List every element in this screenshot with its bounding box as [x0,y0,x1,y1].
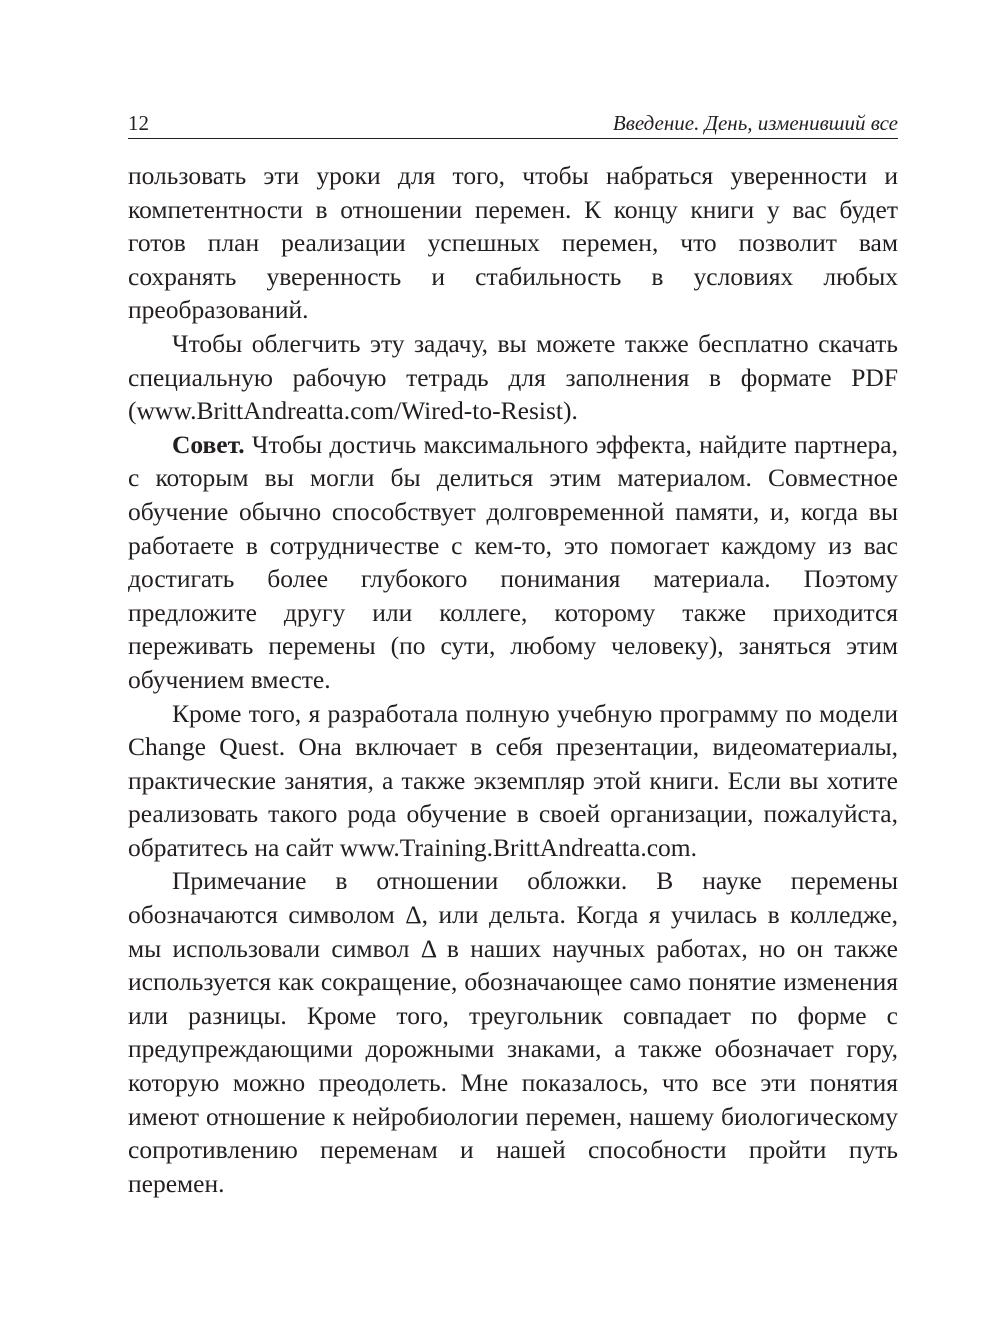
page-number: 12 [128,111,149,135]
paragraph-workbook [128,327,898,428]
paragraph-text: пользовать эти уроки для того, чтобы набраться уверенности и компетентности в отношении перемен. К концу книги у вас будет готов план реализации успешных перемен, что позволит вам сохранять уверенность и стабильность в условиях любых преобразований. [128,161,898,325]
paragraph-text: Чтобы облегчить эту задачу, вы можете также бесплатно скачать специальную рабочую тетрадь для заполнения в формате PDF (www.BrittAndreatta.com/Wired-to-Resist). [128,328,898,426]
paragraph-continuation [128,159,898,327]
running-header [128,110,898,139]
paragraph-tip [128,428,898,697]
paragraph-text: Примечание в отношении обложки. В науке перемены обозначаются символом Δ, или дельта. Когда я училась в колледже, мы использовали символ Δ в наших научных работах, но он также используется как сокращение, обозначающее само понятие изменения или разницы. Кроме того, треугольник совпадает по форме с предупреждающими дорожными знаками, а также обозначает гору, которую можно преодолеть. Мне показалось, что все эти понятия имеют отношение к нейробиологии перемен, нашему биологическому сопротивлению переменам и нашей способности пройти путь перемен. [128,866,898,1198]
tip-lead: Совет. [172,429,245,459]
paragraph-text: Кроме того, я разработала полную учебную программу по модели Change Quest. Она включает в себя презентации, видеоматериалы, практические занятия, а также экземпляр этой книги. Если вы хотите реализовать такого рода обучение в своей организации, пожалуйста, обратитесь на сайт www.Training.BrittAndreatta.com. [128,698,898,862]
book-page [128,110,898,1200]
chapter-title: Введение. День, изменивший все [612,111,898,135]
body-text [128,159,898,1200]
paragraph-cover-note [128,864,898,1200]
paragraph-program [128,697,898,865]
paragraph-text: Чтобы достичь максимального эффекта, найдите партнера, с которым вы могли бы делиться этим материалом. Совместное обучение обычно способствует долговременной памяти, и, когда вы работаете в сотрудничестве с кем-то, это помогает каждому из вас достигать более глубокого понимания материала. Поэтому предложите другу или коллеге, которому также приходится переживать перемены (по сути, любому человеку), заняться этим обучением вместе. [128,429,898,694]
